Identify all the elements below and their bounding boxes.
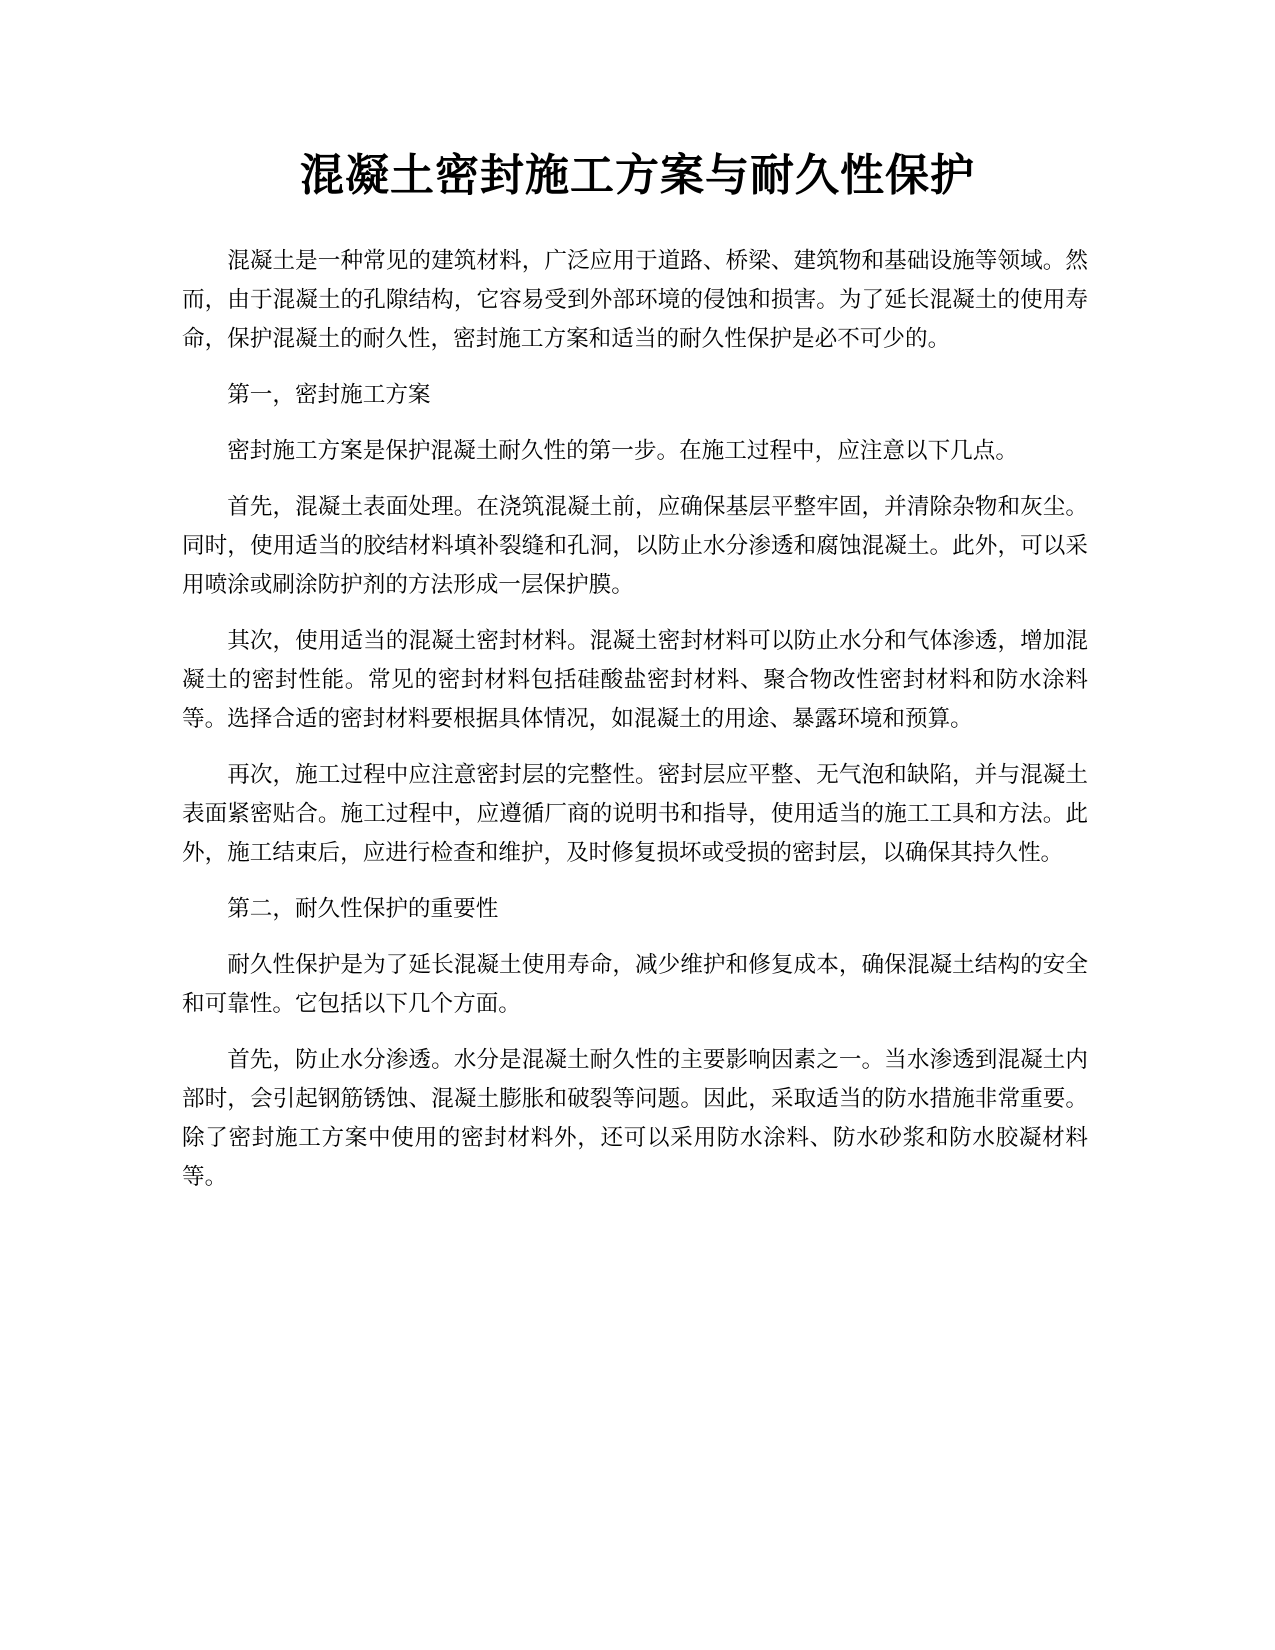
section-heading-sealing-plan: 第一，密封施工方案 [227, 382, 431, 408]
paragraph-sealing-plan-overview: 密封施工方案是保护混凝土耐久性的第一步。在施工过程中，应注意以下几点。 [227, 438, 1018, 464]
document-title: 混凝土密封施工方案与耐久性保护 [300, 150, 975, 201]
paragraph-intro: 混凝土是一种常见的建筑材料，广泛应用于道路、桥梁、建筑物和基础设施等领域。然而，由于混凝土的孔隙结构，它容易受到外部环境的侵蚀和损害。为了延长混凝土的使用寿命，保护混凝土的耐久性，密封施工方案和适当的耐久性保护是必不可少的。 [182, 248, 1088, 352]
paragraph-durability-overview: 耐久性保护是为了延长混凝土使用寿命，减少维护和修复成本，确保混凝土结构的安全和可靠性。它包括以下几个方面。 [182, 952, 1088, 1017]
paragraph-surface-treatment: 首先，混凝土表面处理。在浇筑混凝土前，应确保基层平整牢固，并清除杂物和灰尘。同时，使用适当的胶结材料填补裂缝和孔洞，以防止水分渗透和腐蚀混凝土。此外，可以采用喷涂或刷涂防护剂的方法形成一层保护膜。 [182, 494, 1088, 598]
paragraph-water-prevention: 首先，防止水分渗透。水分是混凝土耐久性的主要影响因素之一。当水渗透到混凝土内部时，会引起钢筋锈蚀、混凝土膨胀和破裂等问题。因此，采取适当的防水措施非常重要。除了密封施工方案中使用的密封材料外，还可以采用防水涂料、防水砂浆和防水胶凝材料等。 [182, 1047, 1088, 1190]
paragraph-sealing-materials: 其次，使用适当的混凝土密封材料。混凝土密封材料可以防止水分和气体渗透，增加混凝土的密封性能。常见的密封材料包括硅酸盐密封材料、聚合物改性密封材料和防水涂料等。选择合适的密封材料要根据具体情况，如混凝土的用途、暴露环境和预算。 [182, 628, 1088, 732]
section-heading-durability-importance: 第二，耐久性保护的重要性 [227, 896, 499, 922]
paragraph-seal-layer-integrity: 再次，施工过程中应注意密封层的完整性。密封层应平整、无气泡和缺陷，并与混凝土表面紧密贴合。施工过程中，应遵循厂商的说明书和指导，使用适当的施工工具和方法。此外，施工结束后，应进行检查和维护，及时修复损坏或受损的密封层，以确保其持久性。 [182, 762, 1088, 866]
document-body [182, 242, 1088, 1214]
